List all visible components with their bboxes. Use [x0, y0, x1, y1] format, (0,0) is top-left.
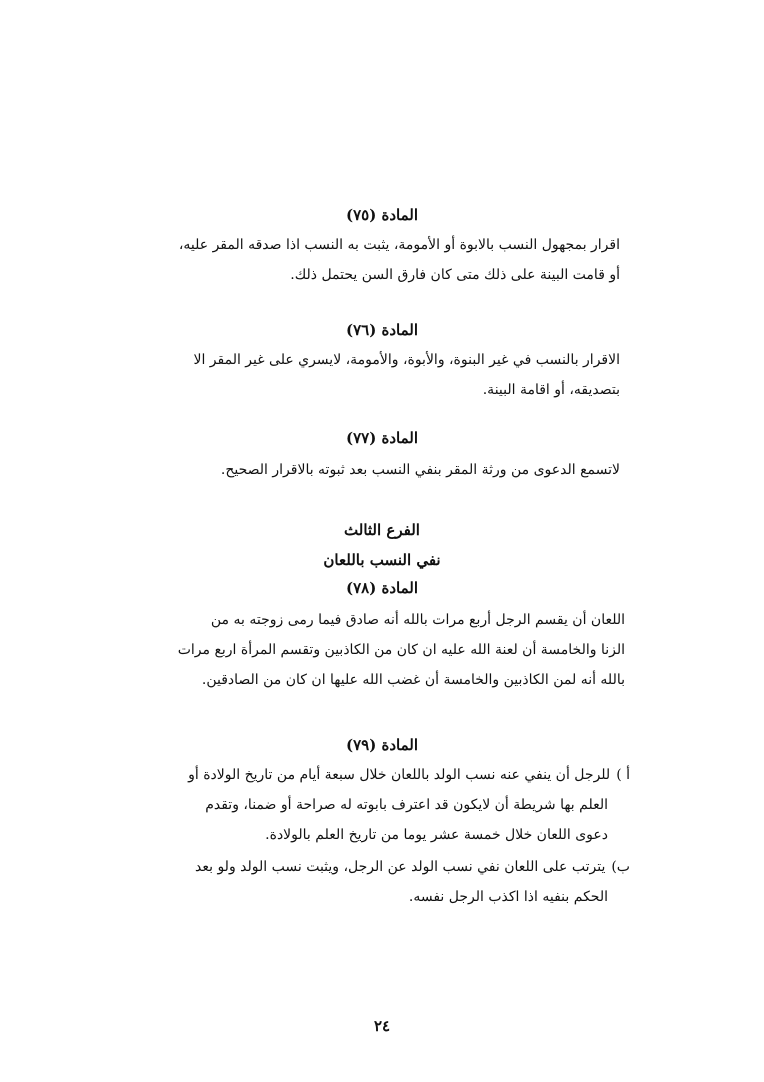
item-b-text-1: يترتب على اللعان نفي نسب الولد عن الرجل، ويثبت نسب الولد ولو بعد [195, 859, 606, 875]
article-76-text [190, 345, 620, 405]
subject-title: نفي النسب باللعان [323, 551, 441, 569]
item-a-marker: أ ) [616, 767, 630, 783]
article-78-line-1: اللعان أن يقسم الرجل أربع مرات بالله أنه صادق فيما رمى زوجته به من [210, 612, 625, 628]
article-76-line-1: الاقرار بالنسب في غير البنوة، والأبوة، والأمومة، لايسري على غير المقر الا [193, 352, 620, 368]
article-77-title: المادة (٧٧) [345, 429, 419, 447]
item-a-text-1: للرجل أن ينفي عنه نسب الولد باللعان خلال سبعة أيام من تاريخ الولادة أو [188, 767, 611, 783]
article-77-text [190, 455, 620, 485]
branch-title: الفرع الثالث [344, 521, 420, 539]
item-b-marker: ب) [611, 859, 630, 875]
article-79-item-b-line-2: الحكم بنفيه اذا اكذب الرجل نفسه. [408, 889, 608, 905]
article-76-line-2: بتصديقه، أو اقامة البينة. [482, 382, 620, 398]
article-76-title: المادة (٧٦) [345, 321, 419, 339]
article-79-item-a-line-1 [190, 760, 630, 790]
article-75-line-1: اقرار بمجهول النسب بالابوة أو الأمومة، يثبت به النسب اذا صدقه المقر عليه، [178, 237, 620, 253]
article-78-title: المادة (٧٨) [345, 579, 419, 597]
article-79-item-a [190, 760, 630, 850]
article-79-title: المادة (٧٩) [345, 736, 419, 754]
article-78-line-2: الزنا والخامسة أن لعنة الله عليه ان كان من الكاذبين وتقسم المرأة اربع مرات [177, 642, 625, 658]
page-number: ٢٤ [373, 1017, 391, 1035]
article-79-item-a-line-3: دعوى اللعان خلال خمسة عشر يوما من تاريخ العلم بالولادة. [265, 827, 608, 843]
article-75-text [178, 230, 620, 290]
article-78-line-3: بالله أنه لمن الكاذبين والخامسة أن غضب الله عليها ان كان من الصادقين. [201, 672, 625, 688]
article-79-item-b-line-1 [190, 852, 630, 882]
article-79-item-a-line-2: العلم بها شريطة أن لايكون قد اعترف بابوته له صراحة أو ضمنا، وتقدم [205, 797, 608, 813]
article-77-line-1: لاتسمع الدعوى من ورثة المقر بنفي النسب بعد ثبوته بالاقرار الصحيح. [220, 462, 620, 478]
article-79-item-b [190, 852, 630, 912]
article-75-line-2: أو قامت البينة على ذلك متى كان فارق السن يحتمل ذلك. [290, 267, 620, 283]
article-78-text [177, 605, 625, 695]
article-75-title: المادة (٧٥) [345, 206, 419, 224]
